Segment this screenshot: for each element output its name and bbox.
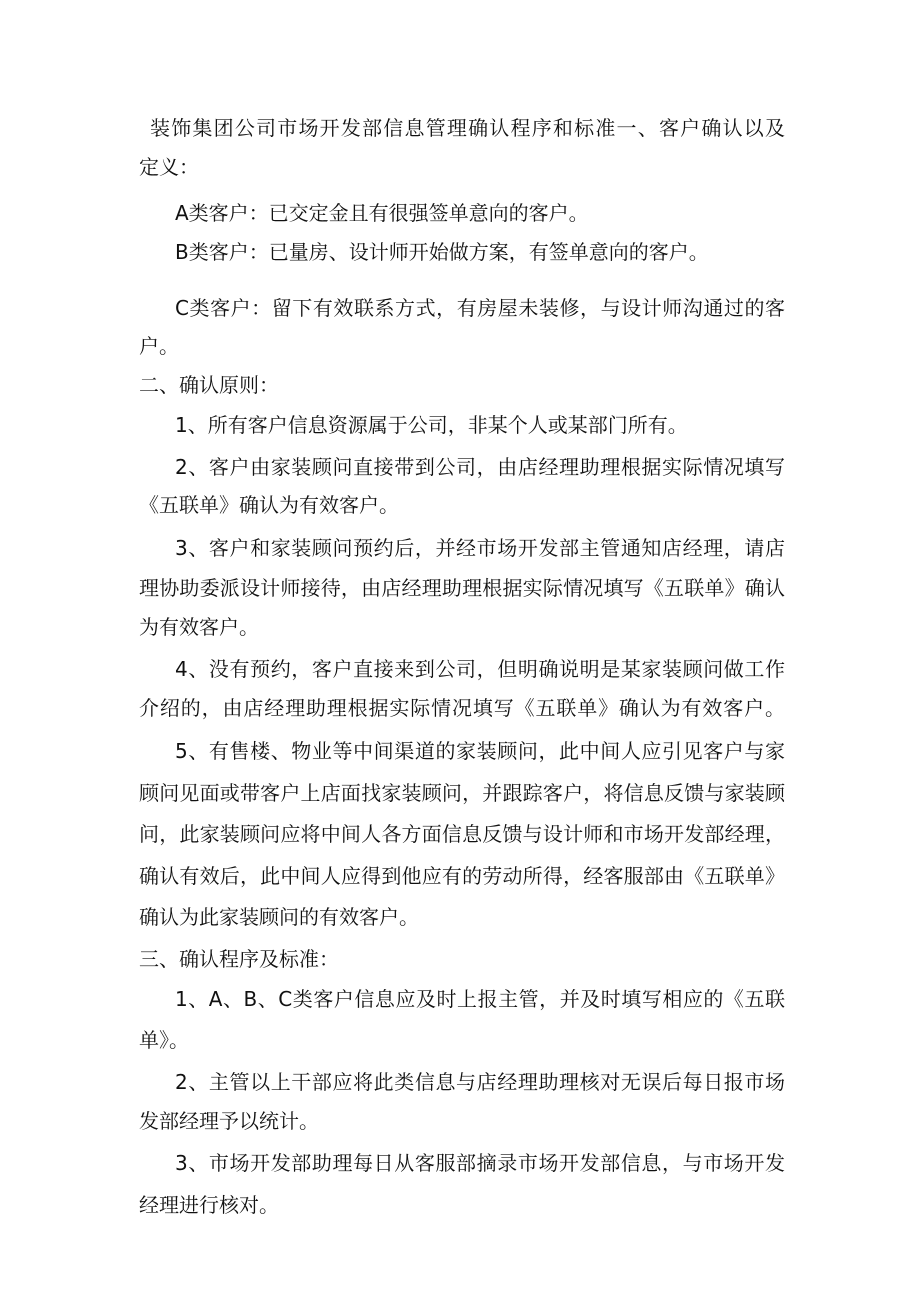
text-line: 《五联单》确认为有效客户。 — [139, 493, 399, 517]
text-line: 1、所有客户信息资源属于公司，非某个人或某部门所有。 — [175, 413, 688, 437]
text-line: 问，此家装顾问应将中间人各方面信息反馈与设计师和市场开发部经理， — [139, 822, 785, 846]
text-line: 为有效客户。 — [139, 615, 259, 639]
text-line: 4、没有预约，客户直接来到公司，但明确说明是某家装顾问做工作 — [175, 657, 785, 681]
text-line: 1、A、B、C类客户信息应及时上报主管，并及时填写相应的《五联 — [175, 987, 785, 1011]
section-heading: 三、确认程序及标准： — [139, 947, 339, 971]
title-line: 装饰集团公司市场开发部信息管理确认程序和标准一、客户确认以及 — [150, 116, 785, 140]
text-line: 定义： — [139, 155, 199, 179]
text-line: 发部经理予以统计。 — [139, 1109, 319, 1133]
text-line: 确认有效后，此中间人应得到他应有的劳动所得，经客服部由《五联单》 — [139, 864, 785, 888]
section-heading: 二、确认原则： — [139, 373, 279, 397]
text-line: 2、客户由家装顾问直接带到公司，由店经理助理根据实际情况填写 — [175, 455, 785, 479]
text-line: A类客户：已交定金且有很强签单意向的客户。 — [175, 201, 589, 225]
text-line: 介绍的，由店经理助理根据实际情况填写《五联单》确认为有效客户。 — [139, 696, 785, 720]
text-line: C类客户：留下有效联系方式，有房屋未装修，与设计师沟通过的客 — [175, 296, 785, 320]
text-line: 5、有售楼、物业等中间渠道的家装顾问，此中间人应引见客户与家 — [175, 739, 785, 763]
text-line: 确认为此家装顾问的有效客户。 — [139, 905, 419, 929]
text-line: 2、主管以上干部应将此类信息与店经理助理核对无误后每日报市场 — [175, 1070, 785, 1094]
text-line: 单》。 — [139, 1028, 189, 1052]
text-line: 顾问见面或带客户上店面找家装顾问，并跟踪客户，将信息反馈与家装顾 — [139, 781, 785, 805]
text-line: 3、市场开发部助理每日从客服部摘录市场开发部信息，与市场开发 — [175, 1151, 785, 1175]
text-line: 3、客户和家装顾问预约后，并经市场开发部主管通知店经理，请店 — [175, 536, 785, 560]
text-line: B类客户：已量房、设计师开始做方案，有签单意向的客户。 — [175, 240, 709, 264]
text-line: 户。 — [139, 334, 179, 358]
text-line: 理协助委派设计师接待，由店经理助理根据实际情况填写《五联单》确认 — [139, 576, 785, 600]
text-line: 经理进行核对。 — [139, 1193, 279, 1217]
